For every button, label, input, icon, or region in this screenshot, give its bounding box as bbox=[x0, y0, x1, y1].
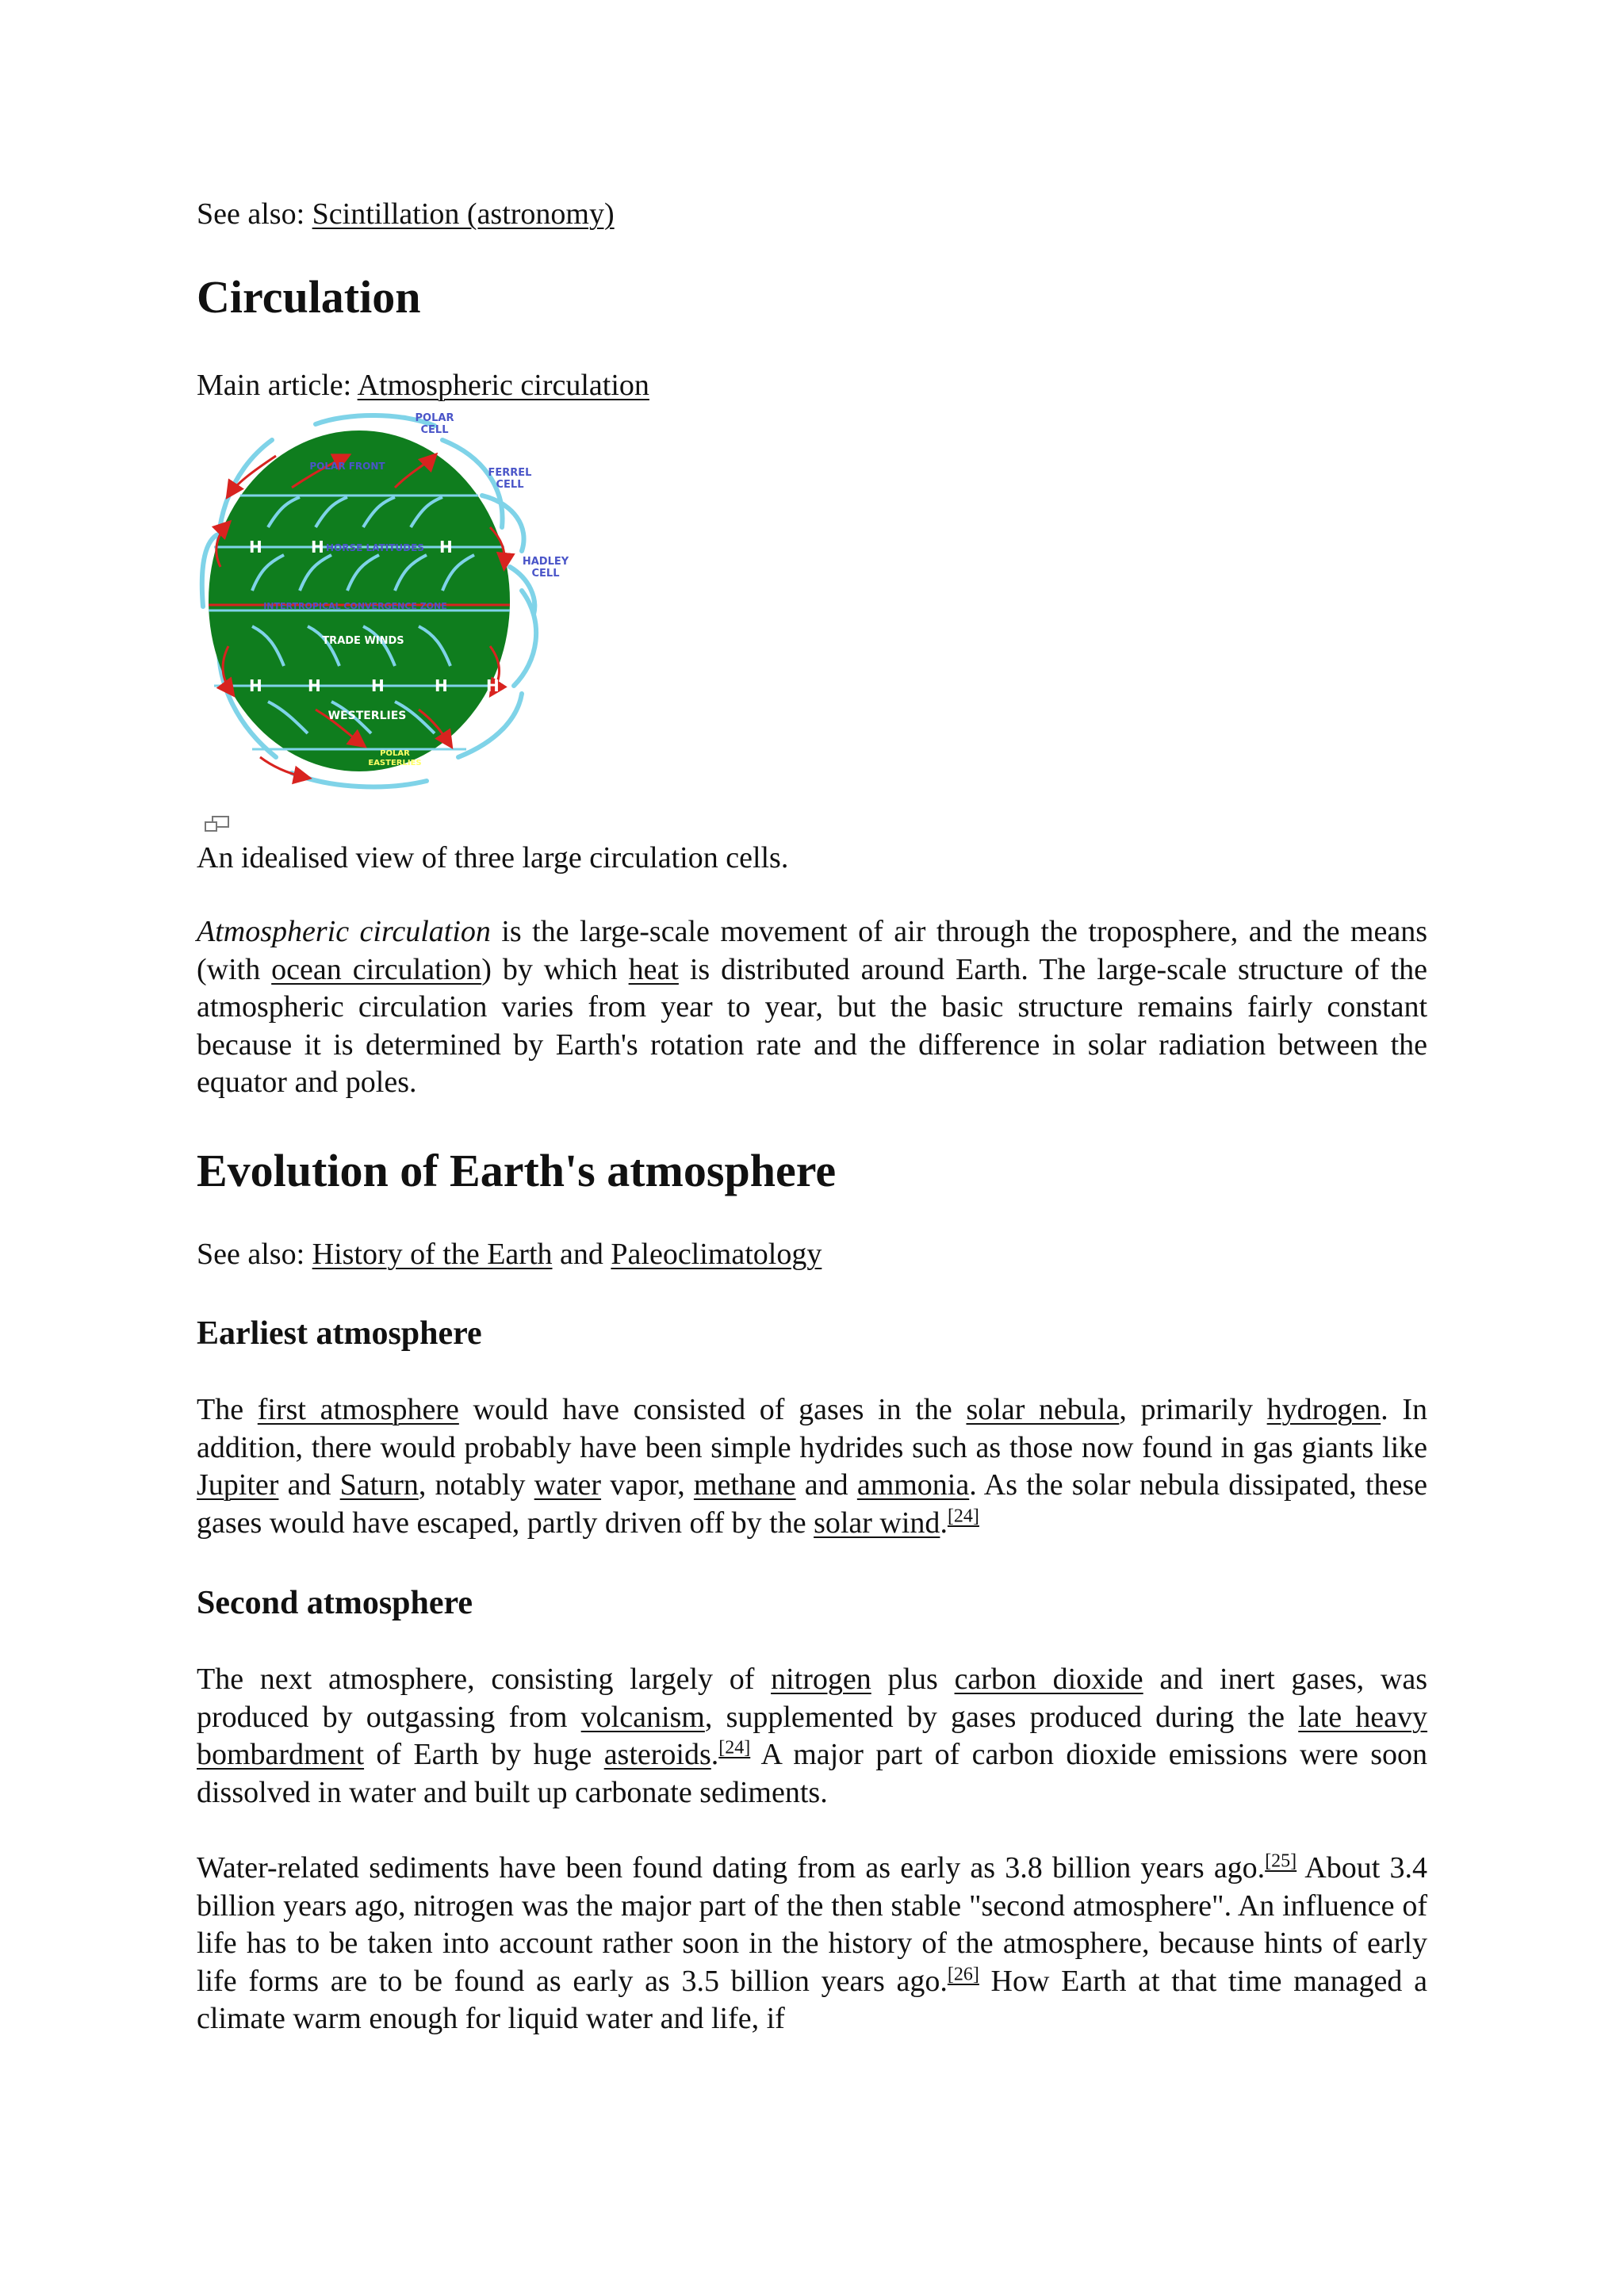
text-run: ) by which bbox=[481, 952, 629, 986]
text-run: . As the solar nebula dissipated, these gases would have escaped, partly driven off by the bbox=[197, 1468, 1427, 1540]
label-polar-easterlies-line2: EASTERLIES bbox=[368, 759, 422, 767]
enlarge-icon[interactable] bbox=[203, 815, 232, 834]
text-run: The next atmosphere, consisting largely of bbox=[197, 1663, 772, 1696]
label-polar-cell-line2: CELL bbox=[420, 424, 449, 436]
text-run: . In addition, there would probably have been simple hydrides such as those now found in gas giants like bbox=[197, 1393, 1428, 1464]
label-horse-latitudes: HORSE LATITUDES bbox=[326, 542, 424, 553]
link-asteroids[interactable]: asteroids bbox=[603, 1738, 711, 1771]
label-hadley-cell-line1: HADLEY bbox=[522, 556, 569, 568]
link-solar-wind[interactable]: solar wind bbox=[814, 1506, 940, 1540]
text-run: , supplemented by gases produced during the bbox=[704, 1700, 1299, 1734]
citation-24[interactable]: [24] bbox=[947, 1505, 979, 1526]
circulation-cells-figure[interactable] bbox=[197, 408, 641, 797]
see-also-label: See also: bbox=[197, 197, 305, 231]
high-label: H bbox=[486, 676, 500, 695]
heading-circulation: Circulation bbox=[197, 271, 421, 323]
heading-second-atmosphere: Second atmosphere bbox=[197, 1585, 473, 1621]
link-jupiter[interactable]: Jupiter bbox=[197, 1468, 279, 1502]
high-label: H bbox=[439, 538, 453, 557]
label-polar-easterlies-line1: POLAR bbox=[380, 749, 410, 758]
high-label: H bbox=[371, 676, 385, 695]
earliest-paragraph bbox=[197, 1391, 1427, 1542]
text-run: The bbox=[197, 1393, 258, 1426]
link-hydrogen[interactable]: hydrogen bbox=[1266, 1393, 1381, 1426]
label-itcz: INTERTROPICAL CONVERGENCE ZONE bbox=[263, 601, 447, 611]
high-label: H bbox=[435, 676, 448, 695]
label-polar-cell-line1: POLAR bbox=[415, 412, 454, 424]
text-run: How Earth at that time managed a climate warm enough for liquid water and life, if bbox=[197, 1964, 1427, 2035]
text-run: of Earth by huge bbox=[364, 1738, 604, 1771]
text-run: . bbox=[710, 1738, 719, 1771]
link-methane[interactable]: methane bbox=[693, 1468, 796, 1502]
high-label: H bbox=[308, 676, 321, 695]
label-hadley-cell-line2: CELL bbox=[531, 568, 560, 580]
link-history-of-earth[interactable]: History of the Earth bbox=[312, 1238, 553, 1271]
main-article-line bbox=[197, 366, 1427, 404]
text-run: is distributed around Earth. The large-scale structure of the atmospheric circulation varies from year to year, but the basic structure remains fairly constant because it is determined by Earth's rotation rate and the difference in solar radiation between the equator and poles. bbox=[197, 952, 1427, 1099]
link-atmospheric-circulation[interactable]: Atmospheric circulation bbox=[357, 369, 649, 402]
text-run: , notably bbox=[418, 1468, 534, 1502]
see-also-evolution bbox=[197, 1235, 1427, 1273]
high-label: H bbox=[249, 538, 262, 557]
circulation-paragraph bbox=[197, 913, 1427, 1102]
figure-caption: An idealised view of three large circulation cells. bbox=[197, 841, 789, 874]
high-label: H bbox=[249, 676, 262, 695]
link-ammonia[interactable]: ammonia bbox=[856, 1468, 970, 1502]
text-run: A major part of carbon dioxide emissions were soon dissolved in water and built up carbonate sediments. bbox=[197, 1738, 1428, 1809]
link-solar-nebula[interactable]: solar nebula bbox=[966, 1393, 1120, 1426]
text-run: and bbox=[278, 1468, 340, 1502]
text-run: plus bbox=[871, 1663, 955, 1696]
text-run: . bbox=[940, 1506, 948, 1540]
text-run: and bbox=[795, 1468, 857, 1502]
link-nitrogen[interactable]: nitrogen bbox=[771, 1663, 871, 1696]
second-paragraph-2 bbox=[197, 1850, 1427, 2038]
see-also-scintillation bbox=[197, 195, 1427, 233]
text-run: and inert gases, was produced by outgassing from bbox=[197, 1663, 1427, 1734]
text-run: Water-related sediments have been found dating from as early as 3.8 billion years ago. bbox=[197, 1851, 1266, 1885]
text-run: is the large-scale movement of air through the troposphere, and the means (with bbox=[197, 915, 1427, 986]
high-label: H bbox=[504, 538, 518, 557]
label-ferrel-cell-line2: CELL bbox=[496, 479, 524, 491]
link-scintillation[interactable]: Scintillation (astronomy) bbox=[312, 197, 615, 231]
link-volcanism[interactable]: volcanism bbox=[580, 1700, 705, 1734]
high-label: H bbox=[311, 538, 324, 557]
heading-earliest-atmosphere: Earliest atmosphere bbox=[197, 1315, 482, 1352]
citation-26[interactable]: [26] bbox=[947, 1963, 979, 1984]
link-paleoclimatology[interactable]: Paleoclimatology bbox=[611, 1238, 822, 1271]
label-trade-winds: TRADE WINDS bbox=[322, 635, 404, 647]
main-article-label: Main article: bbox=[197, 369, 352, 402]
heading-evolution: Evolution of Earth's atmosphere bbox=[197, 1145, 837, 1196]
link-carbon-dioxide[interactable]: carbon dioxide bbox=[954, 1663, 1143, 1696]
label-ferrel-cell-line1: FERREL bbox=[488, 467, 532, 479]
label-polar-front: POLAR FRONT bbox=[309, 461, 385, 472]
citation-25[interactable]: [25] bbox=[1265, 1850, 1297, 1872]
label-westerlies: WESTERLIES bbox=[327, 710, 407, 722]
text-run: would have consisted of gases in the bbox=[458, 1393, 967, 1426]
citation-24[interactable]: [24] bbox=[718, 1737, 751, 1758]
link-ocean-circulation[interactable]: ocean circulation bbox=[271, 952, 482, 986]
text-run: , primarily bbox=[1119, 1393, 1267, 1426]
link-first-atmosphere[interactable]: first atmosphere bbox=[257, 1393, 459, 1426]
link-saturn[interactable]: Saturn bbox=[339, 1468, 419, 1502]
text-run: and bbox=[552, 1238, 611, 1271]
term-atmospheric-circulation: Atmospheric circulation bbox=[197, 915, 491, 948]
text-run: About 3.4 billion years ago, nitrogen was the major part of the then stable "second atmosphere". An influence of life has to be taken into account rather soon in the history of the atmosphere, because hints of early life forms are to be found as early as 3.5 billion years ago. bbox=[197, 1851, 1427, 1998]
see-also-label: See also: bbox=[197, 1238, 305, 1271]
text-run: vapor, bbox=[601, 1468, 694, 1502]
link-late-heavy-bombardment[interactable]: late heavy bombardment bbox=[197, 1700, 1428, 1771]
link-heat[interactable]: heat bbox=[628, 952, 679, 986]
second-paragraph-1 bbox=[197, 1661, 1427, 1812]
link-water[interactable]: water bbox=[534, 1468, 602, 1502]
